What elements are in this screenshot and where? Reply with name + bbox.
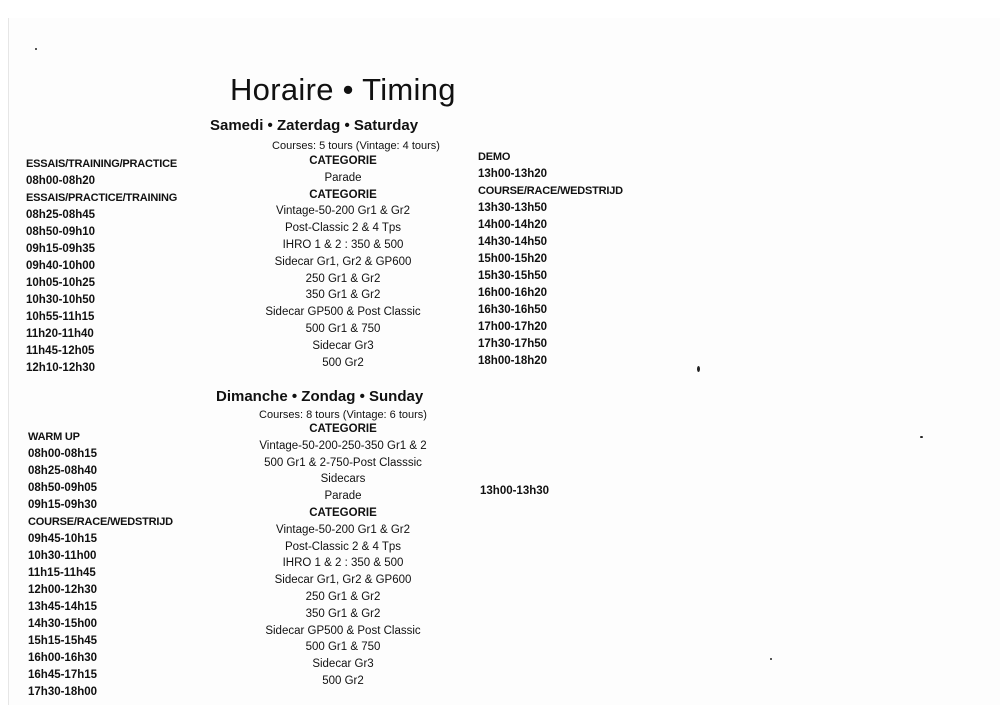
saturday-courses-note: Courses: 5 tours (Vintage: 4 tours) (272, 140, 440, 152)
saturday-category-item: IHRO 1 & 2 : 350 & 500 (282, 238, 404, 251)
saturday-time-slot: 18h00-18h20 (478, 355, 548, 367)
sunday-category-item: Vintage-50-200-250-350 Gr1 & 2 (259, 439, 427, 452)
sunday-heading: Dimanche • Zondag • Sunday (216, 388, 424, 405)
saturday-time-slot: 11h45-12h05 (26, 345, 95, 357)
saturday-time-slot: 13h00-13h20 (478, 168, 548, 180)
saturday-time-slot: 10h55-11h15 (26, 311, 95, 323)
sunday-time-slot: 10h30-11h00 (28, 550, 97, 562)
saturday-time-slot: 11h20-11h40 (26, 328, 94, 340)
sunday-category-list (193, 421, 493, 690)
sunday-time-slot: 08h25-08h40 (28, 465, 98, 477)
saturday-time-slot: 16h30-16h50 (478, 304, 548, 316)
sunday-courses-note: Courses: 8 tours (Vintage: 6 tours) (259, 409, 427, 421)
saturday-heading: Samedi • Zaterdag • Saturday (210, 117, 419, 134)
scan-speck (35, 48, 37, 50)
sunday-category-item: Sidecar Gr1, Gr2 & GP600 (274, 574, 412, 587)
saturday-session-header: DEMO (478, 151, 511, 163)
saturday-time-slot: 08h00-08h20 (26, 175, 96, 187)
sunday-time-slot: 08h00-08h15 (28, 448, 98, 460)
sunday-category-item: Sidecar Gr3 (312, 658, 374, 671)
saturday-category-item: Vintage-50-200 Gr1 & Gr2 (275, 205, 411, 218)
saturday-practice-schedule (26, 156, 177, 377)
sunday-category-item: Sidecar GP500 & Post Classic (265, 624, 421, 637)
sunday-warmup-race-schedule (28, 429, 173, 701)
saturday-session-header: ESSAIS/PRACTICE/TRAINING (26, 192, 178, 204)
saturday-time-slot: 14h00-14h20 (478, 219, 548, 231)
saturday-time-slot: 10h05-10h25 (26, 277, 96, 289)
scan-speck (920, 436, 923, 438)
saturday-time-slot: 15h30-15h50 (478, 270, 548, 282)
sunday-time-slot: 09h45-10h15 (28, 533, 98, 545)
saturday-time-slot: 10h30-10h50 (26, 294, 96, 306)
saturday-time-slot: 09h15-09h35 (26, 243, 96, 255)
sunday-time-slot: 13h45-14h15 (28, 601, 98, 613)
sunday-time-slot: 08h50-09h05 (28, 482, 98, 494)
saturday-category-item: Sidecar Gr1, Gr2 & GP600 (274, 255, 412, 268)
saturday-time-slot: 17h00-17h20 (478, 321, 548, 333)
sunday-category-item: 500 Gr1 & 750 (305, 641, 381, 654)
sunday-category-item: IHRO 1 & 2 : 350 & 500 (282, 557, 404, 570)
sunday-category-item: 250 Gr1 & Gr2 (305, 590, 381, 603)
saturday-category-item: Sidecar Gr3 (312, 339, 374, 352)
saturday-category-item: 350 Gr1 & Gr2 (305, 289, 381, 302)
sunday-category-header: CATEGORIE (309, 506, 377, 519)
sunday-session-header: WARM UP (28, 431, 80, 443)
saturday-category-item: 500 Gr1 & 750 (305, 322, 381, 335)
sunday-category-item: 500 Gr2 (322, 674, 364, 687)
saturday-time-slot: 12h10-12h30 (26, 362, 96, 374)
sunday-session-header: COURSE/RACE/WEDSTRIJD (28, 516, 173, 528)
saturday-time-slot: 17h30-17h50 (478, 338, 548, 350)
sunday-time-slot: 12h00-12h30 (28, 584, 98, 596)
saturday-time-slot: 13h30-13h50 (478, 202, 548, 214)
saturday-time-slot: 08h50-09h10 (26, 226, 96, 238)
saturday-time-slot: 16h00-16h20 (478, 287, 548, 299)
sunday-time-slot: 09h15-09h30 (28, 499, 98, 511)
saturday-race-schedule (478, 149, 623, 370)
saturday-category-header: CATEGORIE (309, 188, 377, 201)
saturday-category-item: 500 Gr2 (322, 356, 364, 369)
sunday-category-item: 350 Gr1 & Gr2 (305, 607, 381, 620)
saturday-category-list (193, 153, 493, 371)
sunday-time-slot: 16h00-16h30 (28, 652, 98, 664)
scan-speck (770, 658, 772, 660)
saturday-time-slot: 09h40-10h00 (26, 260, 96, 272)
sunday-category-item: Sidecars (320, 473, 366, 486)
sunday-time-slot: 16h45-17h15 (28, 669, 98, 681)
saturday-time-slot: 15h00-15h20 (478, 253, 548, 265)
saturday-session-header: ESSAIS/TRAINING/PRACTICE (26, 158, 178, 170)
saturday-time-slot: 08h25-08h45 (26, 209, 96, 221)
page-title: Horaire • Timing (230, 72, 456, 107)
scan-speck (697, 366, 700, 372)
sunday-category-item: Parade (324, 490, 362, 503)
sunday-demo-schedule (480, 483, 549, 500)
sunday-time-slot: 11h15-11h45 (28, 567, 96, 579)
sunday-category-item: 500 Gr1 & 2-750-Post Classsic (264, 456, 422, 469)
sunday-category-header: CATEGORIE (309, 423, 377, 435)
saturday-category-item: Post-Classic 2 & 4 Tps (284, 222, 402, 235)
sunday-time-slot: 15h15-15h45 (28, 635, 98, 647)
sunday-time-slot: 17h30-18h00 (28, 686, 98, 698)
sunday-category-item: Post-Classic 2 & 4 Tps (284, 540, 402, 553)
saturday-category-item: 250 Gr1 & Gr2 (305, 272, 381, 285)
saturday-time-slot: 14h30-14h50 (478, 236, 548, 248)
saturday-category-item: Parade (324, 171, 362, 184)
saturday-session-header: COURSE/RACE/WEDSTRIJD (478, 185, 623, 197)
saturday-category-header: CATEGORIE (309, 155, 377, 167)
sunday-category-item: Vintage-50-200 Gr1 & Gr2 (275, 523, 411, 536)
sunday-time-slot: 14h30-15h00 (28, 618, 98, 630)
saturday-category-item: Sidecar GP500 & Post Classic (265, 306, 421, 319)
sunday-time-slot: 13h00-13h30 (480, 485, 550, 497)
